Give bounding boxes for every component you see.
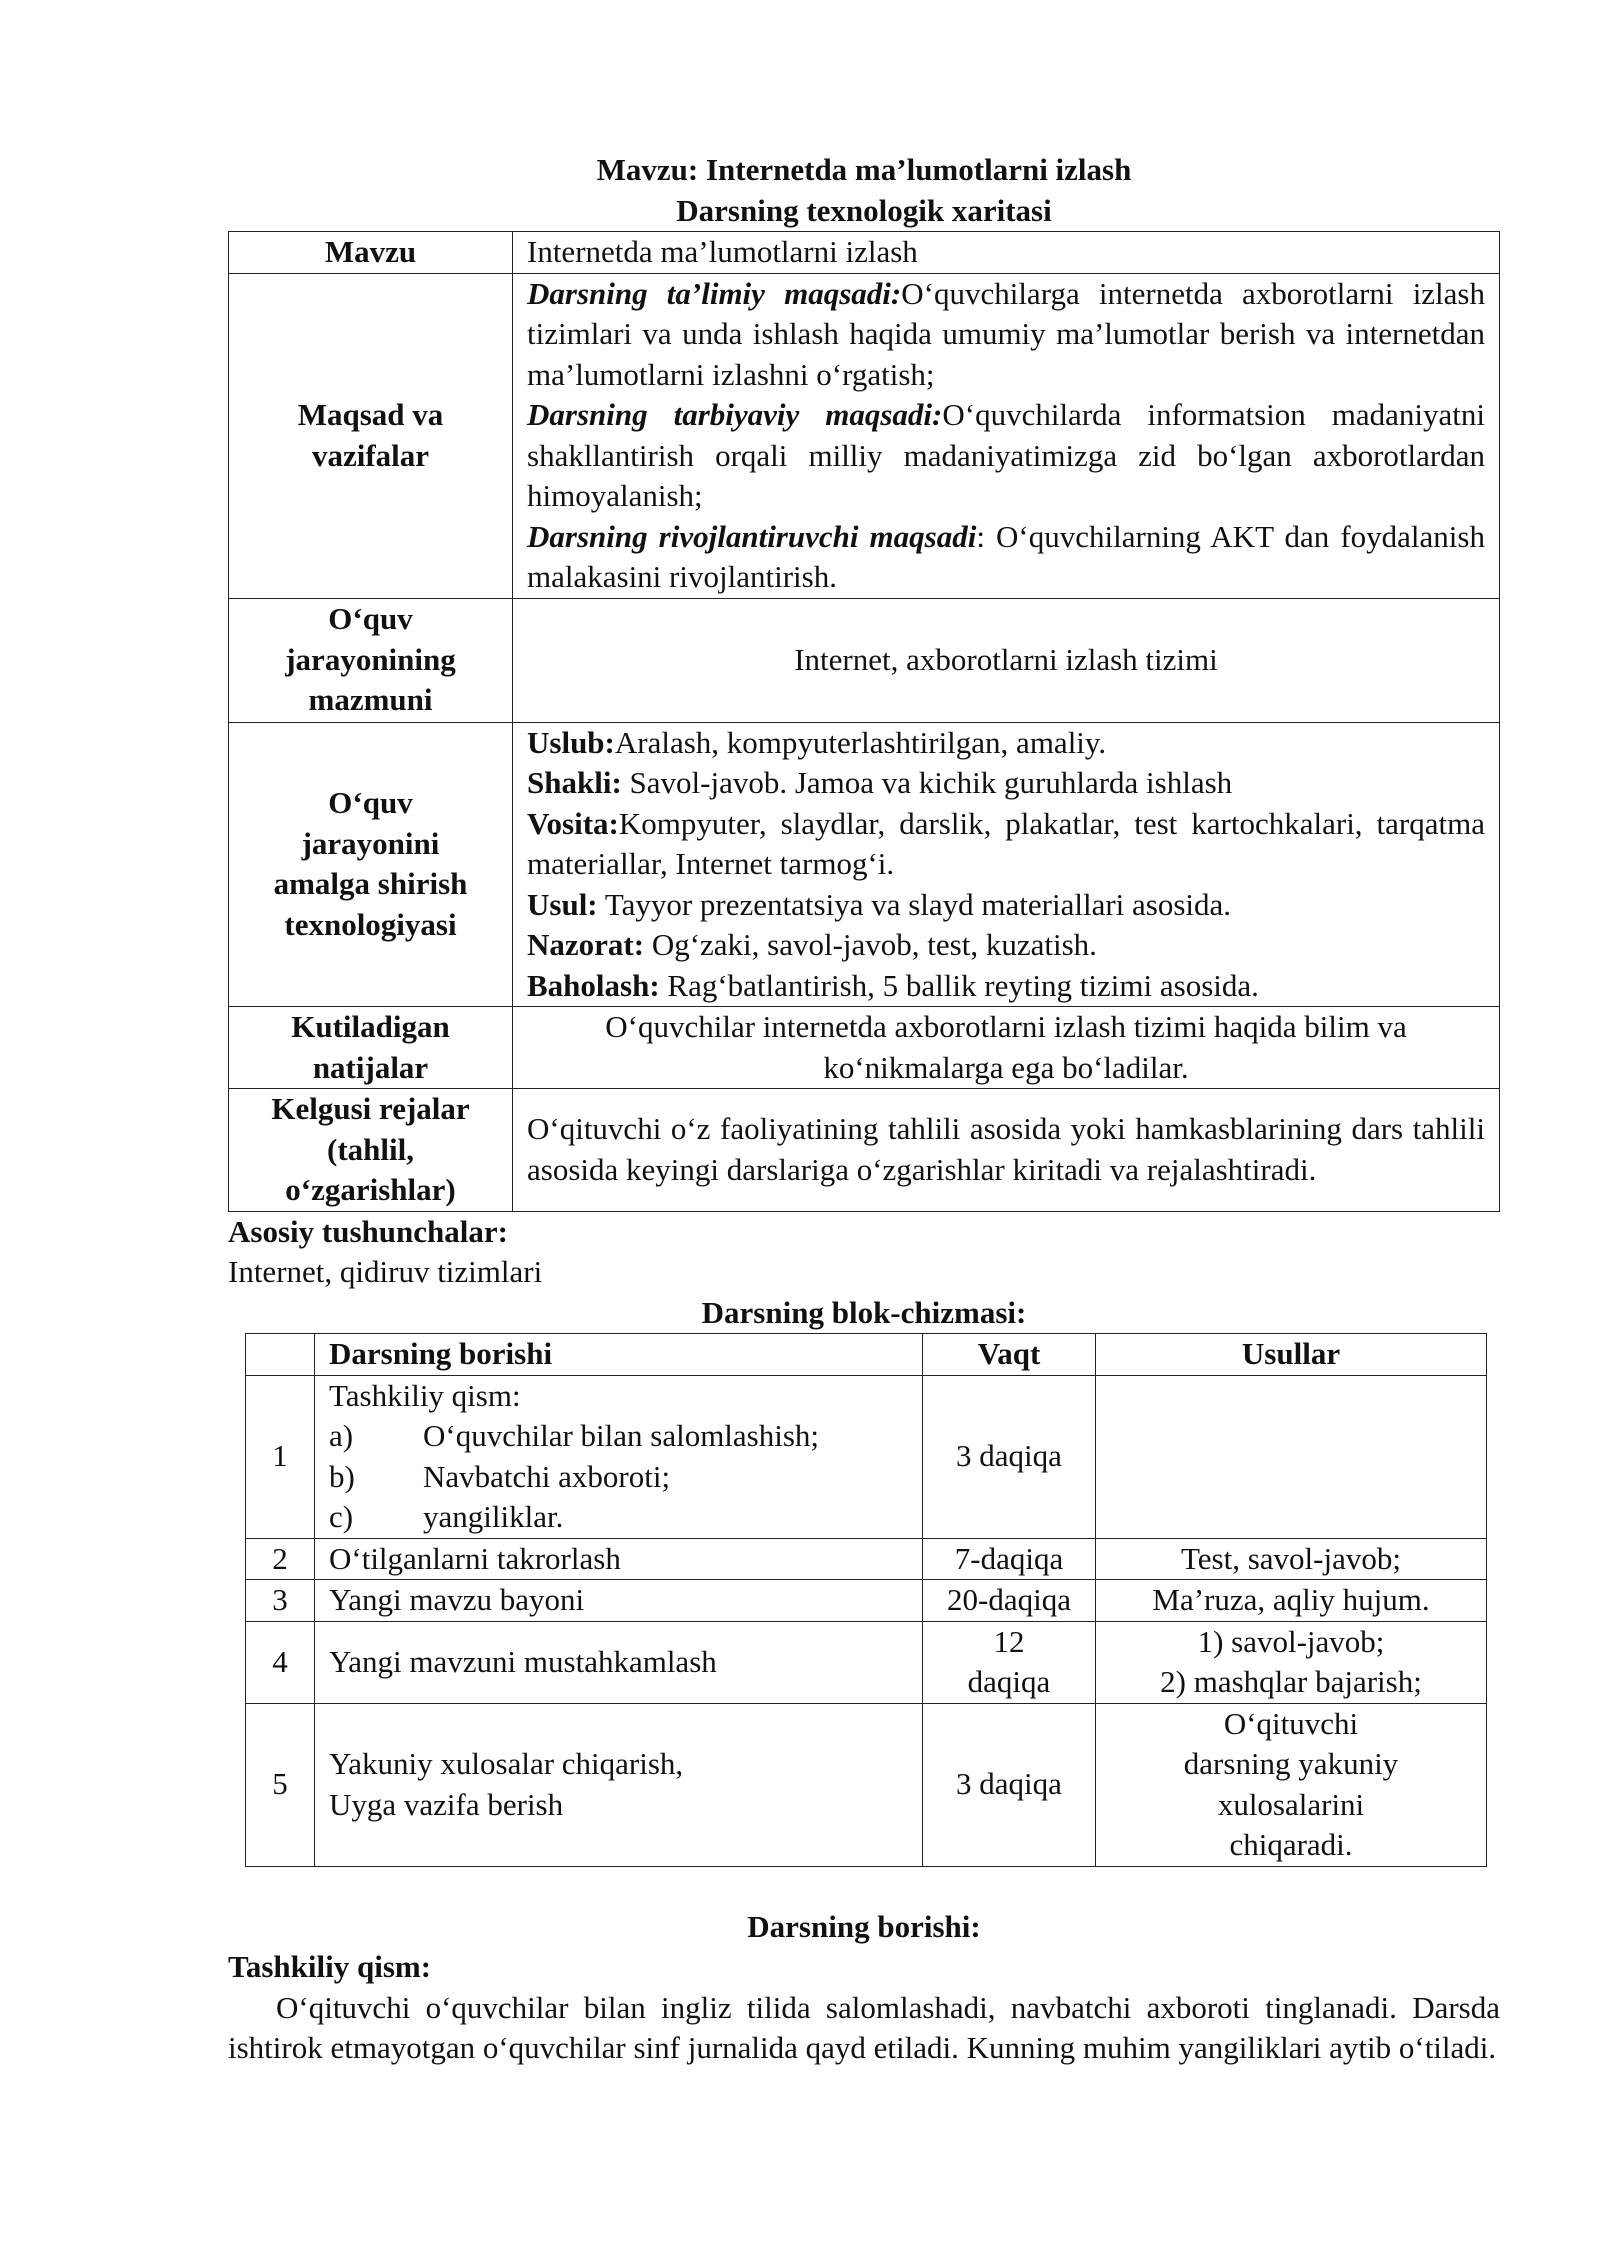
row-value-maqsad [513,273,1500,598]
row-usul: 1) savol-javob; 2) mashqlar bajarish; [1096,1621,1487,1703]
row-vaqt: 3 daqiqa [923,1703,1096,1866]
row-usul: Ma’ruza, aqliy hujum. [1096,1580,1487,1622]
row-vaqt: 20-daqiqa [923,1580,1096,1622]
row-borishi: Tashkiliy qism: a) O‘quvchilar bilan salomlashish; b) Navbatchi axboroti; c) yangiliklar. [315,1375,923,1538]
header-num [246,1334,315,1376]
asosiy-heading: Asosiy tushunchalar: [228,1213,508,1249]
row-label-texnologiya: O‘quv jarayonini amalga shirish texnologiyasi [229,722,513,1007]
row-value-rejalar: O‘qituvchi o‘z faoliyatining tahlili asosida yoki hamkasblarining dars tahlili asosida keyingi darslariga o‘zgarishlar kiritadi va rejalashtiradi. [513,1089,1500,1212]
row-usul: O‘qituvchi darsning yakuniy xulosalarini chiqaradi. [1096,1703,1487,1866]
blok-title: Darsning blok-chizmasi: [701,1294,1027,1330]
table-row [229,722,1500,1007]
row-label-maqsad: Maqsad va vazifalar [229,273,513,598]
table-row [229,273,1500,598]
blok-chizma-table [245,1333,1487,1867]
document-title: Mavzu: Internetda ma’lumotlarni izlash [596,152,1132,187]
row-value-mavzu: Internetda ma’lumotlarni izlash [513,232,1500,274]
table-row [229,232,1500,274]
table-row [229,1089,1500,1212]
row-num: 1 [246,1375,315,1538]
rivojlantiruvchi-maqsad: Darsning rivojlantiruvchi maqsadi: O‘quvchilarning AKT dan foydalanish malakasini rivojlantirish. [527,518,1485,594]
nazorat-line: Nazorat: Og‘zaki, savol-javob, test, kuzatish. [527,927,1097,962]
list-item: b) Navbatchi axboroti; [329,1458,671,1494]
table-row [246,1334,1487,1376]
row-borishi: O‘tilganlarni takrorlash [315,1538,923,1580]
table-row [229,1007,1500,1089]
table-row [246,1375,1487,1538]
usul-line: Usul: Tayyor prezentatsiya va slayd materiallari asosida. [527,886,1232,922]
row-vaqt: 7-daqiqa [923,1538,1096,1580]
talimiy-maqsad: Darsning ta’limiy maqsadi:O‘quvchilarga internetda axborotlarni izlash tizimlari va unda ishlash haqida umumiy ma’lumotlar berish va internetdan ma’lumotlarni izlashni o‘rgatish; [527,275,1485,392]
tashkiliy-heading: Tashkiliy qism: [228,1949,432,1984]
row-label-rejalar: Kelgusi rejalar (tahlil, o‘zgarishlar) [229,1089,513,1212]
technology-map-table [228,231,1500,1212]
row-num: 2 [246,1538,315,1580]
row-vaqt: 3 daqiqa [923,1375,1096,1538]
row-usul [1096,1375,1487,1538]
tarbiyaviy-maqsad: Darsning tarbiyaviy maqsadi:O‘quvchilarda informatsion madaniyatni shakllantirish orqali milliy madaniyatimizga zid bo‘lgan axborotlardan himoyalanish; [527,397,1485,513]
header-borishi: Darsning borishi [315,1334,923,1376]
header-usullar: Usullar [1096,1334,1487,1376]
row-num: 4 [246,1621,315,1703]
table-row [246,1580,1487,1622]
row-num: 5 [246,1703,315,1866]
vosita-line: Vosita:Kompyuter, slaydlar, darslik, plakatlar, test kartochkalari, tarqatma materiallar, Internet tarmog‘i. [527,805,1485,881]
list-item: a) O‘quvchilar bilan salomlashish; [329,1418,820,1453]
list-item: c) yangiliklar. [329,1499,564,1534]
uslub-line: Uslub:Aralash, kompyuterlashtirilgan, amaliy. [527,724,1107,760]
row-borishi: Yakuniy xulosalar chiqarish, Uyga vazifa berish [315,1703,923,1866]
shakli-line: Shakli: Savol-javob. Jamoa va kichik guruhlarda ishlash [527,765,1233,800]
row-borishi: Yangi mavzuni mustahkamlash [315,1621,923,1703]
row-value-mazmun: Internet, axborotlarni izlash tizimi [513,598,1500,722]
row-label-mavzu: Mavzu [229,232,513,274]
row-label-natijalar: Kutiladigan natijalar [229,1007,513,1089]
table-row [246,1621,1487,1703]
asosiy-text: Internet, qidiruv tizimlari [228,1254,543,1289]
tashkiliy-text: O‘qituvchi o‘quvchilar bilan ingliz tilida salomlashadi, navbatchi axboroti tinglanadi. Darsda ishtirok etmayotgan o‘quvchilar sinf jurnalida qayd etiladi. Kunning muhim yangiliklari aytib o‘tiladi. [228,1989,1500,2065]
table-row [246,1538,1487,1580]
table-row [246,1703,1487,1866]
header-vaqt: Vaqt [923,1334,1096,1376]
document-page [228,150,1500,2069]
row-value-texnologiya [513,722,1500,1007]
row-borishi: Yangi mavzu bayoni [315,1580,923,1622]
baholash-line: Baholash: Rag‘batlantirish, 5 ballik reyting tizimi asosida. [527,967,1259,1003]
row-num: 3 [246,1580,315,1622]
row-usul: Test, savol-javob; [1096,1538,1487,1580]
table-row [229,598,1500,722]
row-value-natijalar: O‘quvchilar internetda axborotlarni izlash tizimi haqida bilim va ko‘nikmalarga ega bo‘ladilar. [513,1007,1500,1089]
document-subtitle: Darsning texnologik xaritasi [676,192,1052,228]
borishi-title: Darsning borishi: [747,1908,981,1944]
row-vaqt: 12 daqiqa [923,1621,1096,1703]
row-label-mazmun: O‘quv jarayonining mazmuni [229,598,513,722]
